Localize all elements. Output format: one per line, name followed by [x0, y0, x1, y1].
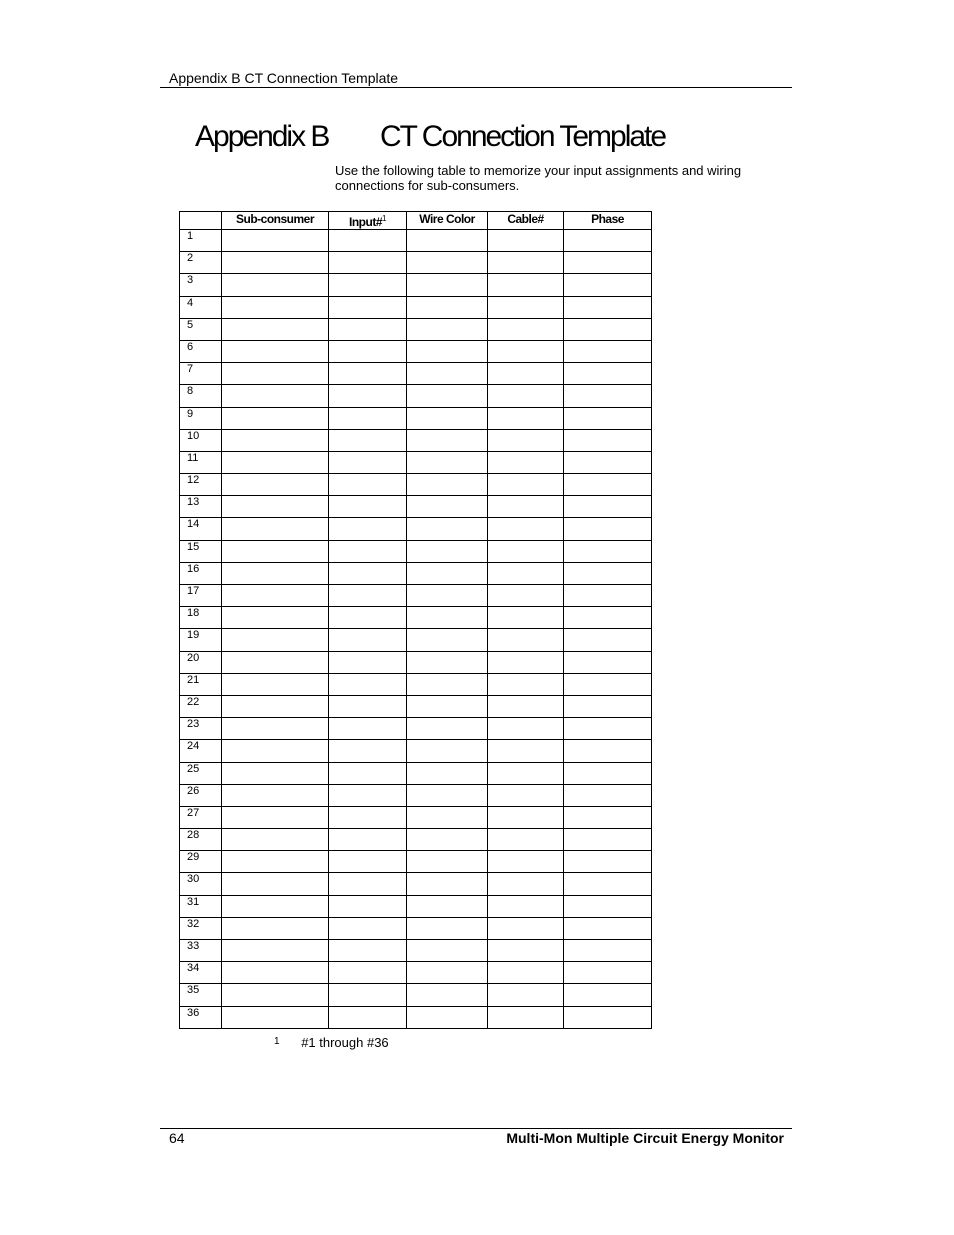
phase-cell[interactable]: [564, 1006, 652, 1028]
table-row: [180, 296, 652, 318]
row-number: 18: [180, 607, 222, 629]
phase-cell[interactable]: [564, 962, 652, 984]
phase-cell[interactable]: [564, 829, 652, 851]
cable-cell[interactable]: [488, 340, 564, 362]
input-cell[interactable]: [329, 718, 407, 740]
row-number: 3: [180, 274, 222, 296]
footnote: [274, 1035, 389, 1050]
cable-cell[interactable]: [488, 496, 564, 518]
cable-cell[interactable]: [488, 562, 564, 584]
table-row: [180, 385, 652, 407]
sub-consumer-cell[interactable]: [222, 474, 329, 496]
cable-cell[interactable]: [488, 429, 564, 451]
phase-cell[interactable]: [564, 540, 652, 562]
input-cell[interactable]: [329, 363, 407, 385]
cable-cell[interactable]: [488, 917, 564, 939]
cable-cell[interactable]: [488, 851, 564, 873]
row-number: 14: [180, 518, 222, 540]
cable-cell[interactable]: [488, 518, 564, 540]
sub-consumer-cell[interactable]: [222, 252, 329, 274]
table-row: [180, 252, 652, 274]
cable-cell[interactable]: [488, 629, 564, 651]
cable-cell[interactable]: [488, 784, 564, 806]
wire-color-cell[interactable]: [407, 363, 488, 385]
phase-cell[interactable]: [564, 451, 652, 473]
cable-cell[interactable]: [488, 829, 564, 851]
cable-cell[interactable]: [488, 385, 564, 407]
sub-consumer-cell[interactable]: [222, 1006, 329, 1028]
table-row: [180, 274, 652, 296]
header-wire-color: Wire Color: [407, 212, 488, 230]
cable-cell[interactable]: [488, 540, 564, 562]
sub-consumer-cell[interactable]: [222, 740, 329, 762]
phase-cell[interactable]: [564, 252, 652, 274]
input-cell[interactable]: [329, 829, 407, 851]
wire-color-cell[interactable]: [407, 873, 488, 895]
sub-consumer-cell[interactable]: [222, 851, 329, 873]
wire-color-cell[interactable]: [407, 740, 488, 762]
phase-cell[interactable]: [564, 740, 652, 762]
row-number: 7: [180, 363, 222, 385]
sub-consumer-cell[interactable]: [222, 917, 329, 939]
phase-cell[interactable]: [564, 895, 652, 917]
input-cell[interactable]: [329, 651, 407, 673]
table-row: [180, 784, 652, 806]
table-row: [180, 318, 652, 340]
cable-cell[interactable]: [488, 806, 564, 828]
input-cell[interactable]: [329, 740, 407, 762]
wire-color-cell[interactable]: [407, 340, 488, 362]
table-row: [180, 984, 652, 1006]
sub-consumer-cell[interactable]: [222, 340, 329, 362]
table-row: [180, 873, 652, 895]
cable-cell[interactable]: [488, 695, 564, 717]
sub-consumer-cell[interactable]: [222, 784, 329, 806]
input-cell[interactable]: [329, 407, 407, 429]
input-cell[interactable]: [329, 784, 407, 806]
wire-color-cell[interactable]: [407, 607, 488, 629]
wire-color-cell[interactable]: [407, 829, 488, 851]
cable-cell[interactable]: [488, 740, 564, 762]
header-phase: Phase: [564, 212, 652, 230]
row-number: 2: [180, 252, 222, 274]
row-number: 5: [180, 318, 222, 340]
row-number: 28: [180, 829, 222, 851]
table-row: [180, 740, 652, 762]
input-cell[interactable]: [329, 806, 407, 828]
phase-cell[interactable]: [564, 474, 652, 496]
row-number: 34: [180, 962, 222, 984]
phase-cell[interactable]: [564, 629, 652, 651]
wire-color-cell[interactable]: [407, 629, 488, 651]
table-header-row: [180, 212, 652, 230]
cable-cell[interactable]: [488, 762, 564, 784]
running-header: Appendix B CT Connection Template: [169, 70, 399, 86]
cable-cell[interactable]: [488, 718, 564, 740]
header-cable: Cable#: [488, 212, 564, 230]
input-cell[interactable]: [329, 474, 407, 496]
row-number: 27: [180, 806, 222, 828]
footnote-ref: 1: [382, 214, 386, 223]
wire-color-cell[interactable]: [407, 784, 488, 806]
sub-consumer-cell[interactable]: [222, 962, 329, 984]
intro-paragraph: Use the following table to memorize your input assignments and wiring connections for sub-consumers.: [335, 163, 742, 193]
sub-consumer-cell[interactable]: [222, 718, 329, 740]
footnote-mark: 1: [274, 1036, 280, 1047]
row-number: 11: [180, 451, 222, 473]
table-row: [180, 718, 652, 740]
row-number: 31: [180, 895, 222, 917]
row-number: 19: [180, 629, 222, 651]
row-number: 9: [180, 407, 222, 429]
cable-cell[interactable]: [488, 984, 564, 1006]
footer-rule: [160, 1128, 792, 1129]
input-cell[interactable]: [329, 562, 407, 584]
phase-cell[interactable]: [564, 695, 652, 717]
row-number: 15: [180, 540, 222, 562]
row-number: 13: [180, 496, 222, 518]
cable-cell[interactable]: [488, 296, 564, 318]
phase-cell[interactable]: [564, 940, 652, 962]
cable-cell[interactable]: [488, 318, 564, 340]
phase-cell[interactable]: [564, 673, 652, 695]
cable-cell[interactable]: [488, 274, 564, 296]
wire-color-cell[interactable]: [407, 496, 488, 518]
phase-cell[interactable]: [564, 651, 652, 673]
row-number: 6: [180, 340, 222, 362]
row-number: 12: [180, 474, 222, 496]
appendix-title: CT Connection Template: [380, 120, 666, 153]
input-cell[interactable]: [329, 429, 407, 451]
sub-consumer-cell[interactable]: [222, 651, 329, 673]
phase-cell[interactable]: [564, 851, 652, 873]
input-cell[interactable]: [329, 340, 407, 362]
input-cell[interactable]: [329, 673, 407, 695]
phase-cell[interactable]: [564, 718, 652, 740]
wire-color-cell[interactable]: [407, 1006, 488, 1028]
sub-consumer-cell[interactable]: [222, 540, 329, 562]
table-row: [180, 607, 652, 629]
header-input: [329, 212, 407, 230]
table-row: [180, 629, 652, 651]
table-row: [180, 407, 652, 429]
phase-cell[interactable]: [564, 607, 652, 629]
appendix-label: Appendix B: [195, 120, 329, 153]
sub-consumer-cell[interactable]: [222, 385, 329, 407]
sub-consumer-cell[interactable]: [222, 673, 329, 695]
wire-color-cell[interactable]: [407, 518, 488, 540]
page-number: 64: [169, 1130, 185, 1146]
table-row: [180, 673, 652, 695]
wire-color-cell[interactable]: [407, 274, 488, 296]
cable-cell[interactable]: [488, 940, 564, 962]
cable-cell[interactable]: [488, 585, 564, 607]
sub-consumer-cell[interactable]: [222, 806, 329, 828]
wire-color-cell[interactable]: [407, 695, 488, 717]
wire-color-cell[interactable]: [407, 806, 488, 828]
input-cell[interactable]: [329, 629, 407, 651]
table-row: [180, 695, 652, 717]
phase-cell[interactable]: [564, 585, 652, 607]
row-number: 20: [180, 651, 222, 673]
table-row: [180, 1006, 652, 1028]
wire-color-cell[interactable]: [407, 540, 488, 562]
wire-color-cell[interactable]: [407, 895, 488, 917]
phase-cell[interactable]: [564, 429, 652, 451]
sub-consumer-cell[interactable]: [222, 451, 329, 473]
input-cell[interactable]: [329, 318, 407, 340]
phase-cell[interactable]: [564, 873, 652, 895]
sub-consumer-cell[interactable]: [222, 363, 329, 385]
wire-color-cell[interactable]: [407, 407, 488, 429]
sub-consumer-cell[interactable]: [222, 518, 329, 540]
ct-connection-table: [179, 211, 652, 1029]
input-cell[interactable]: [329, 1006, 407, 1028]
row-number: 36: [180, 1006, 222, 1028]
table-row: [180, 829, 652, 851]
row-number: 24: [180, 740, 222, 762]
row-number: 8: [180, 385, 222, 407]
input-cell[interactable]: [329, 274, 407, 296]
row-number: 25: [180, 762, 222, 784]
cable-cell[interactable]: [488, 363, 564, 385]
row-number: 1: [180, 230, 222, 252]
table-row: [180, 940, 652, 962]
table-row: [180, 429, 652, 451]
wire-color-cell[interactable]: [407, 585, 488, 607]
input-cell[interactable]: [329, 496, 407, 518]
wire-color-cell[interactable]: [407, 762, 488, 784]
input-cell[interactable]: [329, 895, 407, 917]
wire-color-cell[interactable]: [407, 385, 488, 407]
phase-cell[interactable]: [564, 230, 652, 252]
row-number: 21: [180, 673, 222, 695]
sub-consumer-cell[interactable]: [222, 230, 329, 252]
phase-cell[interactable]: [564, 917, 652, 939]
row-number: 33: [180, 940, 222, 962]
wire-color-cell[interactable]: [407, 252, 488, 274]
row-number: 23: [180, 718, 222, 740]
input-cell[interactable]: [329, 296, 407, 318]
header-input-label: Input#: [349, 215, 383, 229]
table-row: [180, 851, 652, 873]
phase-cell[interactable]: [564, 984, 652, 1006]
row-number: 35: [180, 984, 222, 1006]
row-number: 29: [180, 851, 222, 873]
input-cell[interactable]: [329, 940, 407, 962]
input-cell[interactable]: [329, 917, 407, 939]
wire-color-cell[interactable]: [407, 429, 488, 451]
table-row: [180, 496, 652, 518]
wire-color-cell[interactable]: [407, 718, 488, 740]
cable-cell[interactable]: [488, 407, 564, 429]
wire-color-cell[interactable]: [407, 651, 488, 673]
sub-consumer-cell[interactable]: [222, 629, 329, 651]
input-cell[interactable]: [329, 984, 407, 1006]
table-row: [180, 474, 652, 496]
table-row: [180, 895, 652, 917]
cable-cell[interactable]: [488, 962, 564, 984]
table-row: [180, 917, 652, 939]
input-cell[interactable]: [329, 607, 407, 629]
table-row: [180, 230, 652, 252]
cable-cell[interactable]: [488, 651, 564, 673]
sub-consumer-cell[interactable]: [222, 407, 329, 429]
input-cell[interactable]: [329, 585, 407, 607]
table-row: [180, 962, 652, 984]
wire-color-cell[interactable]: [407, 917, 488, 939]
phase-cell[interactable]: [564, 518, 652, 540]
phase-cell[interactable]: [564, 562, 652, 584]
input-cell[interactable]: [329, 518, 407, 540]
wire-color-cell[interactable]: [407, 851, 488, 873]
sub-consumer-cell[interactable]: [222, 762, 329, 784]
phase-cell[interactable]: [564, 806, 652, 828]
phase-cell[interactable]: [564, 407, 652, 429]
sub-consumer-cell[interactable]: [222, 607, 329, 629]
cable-cell[interactable]: [488, 1006, 564, 1028]
row-number: 4: [180, 296, 222, 318]
phase-cell[interactable]: [564, 296, 652, 318]
sub-consumer-cell[interactable]: [222, 496, 329, 518]
header-rule: [160, 87, 792, 88]
cable-cell[interactable]: [488, 607, 564, 629]
sub-consumer-cell[interactable]: [222, 695, 329, 717]
input-cell[interactable]: [329, 540, 407, 562]
wire-color-cell[interactable]: [407, 962, 488, 984]
phase-cell[interactable]: [564, 784, 652, 806]
row-number: 22: [180, 695, 222, 717]
row-number: 10: [180, 429, 222, 451]
cable-cell[interactable]: [488, 873, 564, 895]
header-sub-consumer: Sub-consumer: [222, 212, 329, 230]
phase-cell[interactable]: [564, 762, 652, 784]
input-cell[interactable]: [329, 385, 407, 407]
sub-consumer-cell[interactable]: [222, 940, 329, 962]
cable-cell[interactable]: [488, 252, 564, 274]
table-row: [180, 540, 652, 562]
table-row: [180, 585, 652, 607]
table-row: [180, 562, 652, 584]
sub-consumer-cell[interactable]: [222, 562, 329, 584]
table-row: [180, 518, 652, 540]
cable-cell[interactable]: [488, 895, 564, 917]
table-row: [180, 451, 652, 473]
sub-consumer-cell[interactable]: [222, 829, 329, 851]
sub-consumer-cell[interactable]: [222, 274, 329, 296]
table-row: [180, 363, 652, 385]
wire-color-cell[interactable]: [407, 318, 488, 340]
cable-cell[interactable]: [488, 230, 564, 252]
wire-color-cell[interactable]: [407, 940, 488, 962]
header-number: [180, 212, 222, 230]
book-title: Multi-Mon Multiple Circuit Energy Monitor: [506, 1130, 784, 1146]
wire-color-cell[interactable]: [407, 562, 488, 584]
row-number: 30: [180, 873, 222, 895]
phase-cell[interactable]: [564, 318, 652, 340]
input-cell[interactable]: [329, 962, 407, 984]
phase-cell[interactable]: [564, 363, 652, 385]
input-cell[interactable]: [329, 695, 407, 717]
phase-cell[interactable]: [564, 385, 652, 407]
phase-cell[interactable]: [564, 274, 652, 296]
table-row: [180, 340, 652, 362]
sub-consumer-cell[interactable]: [222, 873, 329, 895]
wire-color-cell[interactable]: [407, 984, 488, 1006]
footnote-text: #1 through #36: [301, 1035, 389, 1050]
table-row: [180, 651, 652, 673]
wire-color-cell[interactable]: [407, 673, 488, 695]
input-cell[interactable]: [329, 851, 407, 873]
sub-consumer-cell[interactable]: [222, 585, 329, 607]
cable-cell[interactable]: [488, 673, 564, 695]
input-cell[interactable]: [329, 451, 407, 473]
row-number: 16: [180, 562, 222, 584]
row-number: 32: [180, 917, 222, 939]
table-row: [180, 806, 652, 828]
sub-consumer-cell[interactable]: [222, 984, 329, 1006]
input-cell[interactable]: [329, 230, 407, 252]
wire-color-cell[interactable]: [407, 230, 488, 252]
sub-consumer-cell[interactable]: [222, 318, 329, 340]
phase-cell[interactable]: [564, 496, 652, 518]
row-number: 17: [180, 585, 222, 607]
sub-consumer-cell[interactable]: [222, 296, 329, 318]
input-cell[interactable]: [329, 762, 407, 784]
wire-color-cell[interactable]: [407, 296, 488, 318]
wire-color-cell[interactable]: [407, 474, 488, 496]
row-number: 26: [180, 784, 222, 806]
sub-consumer-cell[interactable]: [222, 895, 329, 917]
phase-cell[interactable]: [564, 340, 652, 362]
input-cell[interactable]: [329, 873, 407, 895]
input-cell[interactable]: [329, 252, 407, 274]
wire-color-cell[interactable]: [407, 451, 488, 473]
cable-cell[interactable]: [488, 451, 564, 473]
sub-consumer-cell[interactable]: [222, 429, 329, 451]
cable-cell[interactable]: [488, 474, 564, 496]
table-row: [180, 762, 652, 784]
